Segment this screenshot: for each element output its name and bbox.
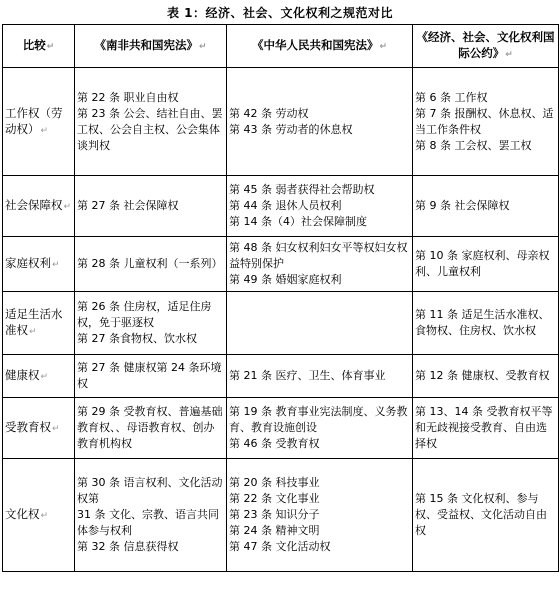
cell-line: 第 44 条 退休人员权利: [229, 199, 342, 212]
cell-south-africa: [75, 237, 227, 292]
row-label-family: 家庭权利↵: [3, 237, 75, 292]
cell-international: [413, 68, 559, 176]
cell-line: 第 9 条 社会保障权: [415, 199, 510, 212]
table-row: [3, 292, 559, 355]
cell-line: 第 43 条 劳动者的休息权: [229, 122, 353, 136]
cell-line: 第 19 条 教育事业宪法制度、义务教育、教育设施创设: [229, 405, 408, 434]
cell-china: [227, 237, 413, 292]
cell-line: 第 27 条食物权、饮水权: [77, 332, 197, 345]
cell-line: 第 28 条 儿童权利（一系列）: [77, 257, 223, 270]
cell-line: 第 14 条（4）社会保障制度: [229, 215, 367, 228]
cell-international: [413, 398, 559, 459]
cell-line: 31 条 文化、宗教、语言共同体参与权利: [77, 508, 219, 537]
header-row: [3, 25, 559, 68]
table-caption: [0, 4, 560, 21]
caption-text: 表 1：经济、社会、文化权利之规范对比: [166, 6, 394, 20]
cell-south-africa: [75, 176, 227, 237]
cell-south-africa: [75, 292, 227, 355]
cell-line: 第 11 条 适足生活水准权、食物权、住房权、饮水权: [415, 308, 550, 337]
row-label-social-security: 社会保障权↵: [3, 176, 75, 237]
cell-china: [227, 355, 413, 398]
cell-line: 第 22 条 职业自由权: [77, 90, 179, 104]
cell-line: 第 27 条 健康权第 24 条环境权: [77, 361, 222, 390]
cell-line: 第 42 条 劳动权: [229, 106, 309, 120]
cell-line: 第 27 条 社会保障权: [77, 199, 179, 212]
cell-china: [227, 176, 413, 237]
cell-line: 第 45 条 弱者获得社会帮助权: [229, 183, 375, 196]
cell-line: 第 13、14 条 受教育权平等和无歧视接受教育、自由选择权: [415, 405, 553, 450]
cell-south-africa: [75, 355, 227, 398]
cell-international: [413, 176, 559, 237]
header-international: 《经济、社会、文化权利国际公约》↵: [413, 25, 559, 68]
row-label-education: 受教育权↵: [3, 398, 75, 459]
table-row: [3, 355, 559, 398]
cell-line: 第 15 条 文化权利、参与权、受益权、文化活动自由权: [415, 492, 547, 537]
cell-line: 第 22 条 文化事业: [229, 492, 320, 505]
cell-south-africa: [75, 398, 227, 459]
cell-line: 第 7 条 报酬权、休息权、适当工作条件权: [415, 106, 554, 136]
cell-line: 第 24 条 精神文明: [229, 524, 320, 537]
header-china: 《中华人民共和国宪法》↵: [227, 25, 413, 68]
table-row: [3, 237, 559, 292]
row-label-culture: 文化权↵: [3, 459, 75, 572]
rights-comparison-table: [2, 24, 559, 572]
table-row: [3, 176, 559, 237]
cell-line: 第 46 条 受教育权: [229, 437, 320, 450]
table-row: [3, 398, 559, 459]
cell-international: [413, 292, 559, 355]
table-row: [3, 459, 559, 572]
cell-line: 第 32 条 信息获得权: [77, 540, 179, 553]
cell-line: 第 47 条 文化活动权: [229, 540, 331, 553]
cell-line: 第 6 条 工作权: [415, 90, 488, 104]
cell-international: [413, 237, 559, 292]
cell-line: 第 8 条 工会权、罢工权: [415, 138, 532, 152]
cell-china: [227, 398, 413, 459]
cell-south-africa: [75, 68, 227, 176]
cell-line: 第 21 条 医疗、卫生、体育事业: [229, 369, 386, 382]
cell-line: 第 49 条 婚姻家庭权利: [229, 273, 342, 286]
cell-international: [413, 355, 559, 398]
cell-line: 第 30 条 语言权利、文化活动权第: [77, 476, 223, 505]
cell-line: 第 48 条 妇女权利妇女平等权妇女权益特别保护: [229, 241, 408, 270]
cell-south-africa: [75, 459, 227, 572]
cell-china-empty: [227, 292, 413, 355]
cell-line: 第 29 条 受教育权、普遍基础教育权、、母语教育权、创办教育机构权: [77, 405, 223, 450]
header-compare: 比较↵: [3, 25, 75, 68]
cell-china: [227, 68, 413, 176]
row-label-living-standard: 适足生活水准权↵: [3, 292, 75, 355]
cell-line: 第 23 条 公会、结社自由、罢工权、公会自主权、公会集体谈判权: [77, 106, 223, 152]
row-label-health: 健康权↵: [3, 355, 75, 398]
cell-line: 第 20 条 科技事业: [229, 476, 320, 489]
cell-line: 第 12 条 健康权、受教育权: [415, 369, 550, 382]
cell-line: 第 23 条 知识分子: [229, 508, 320, 521]
table-row: [3, 68, 559, 176]
header-south-africa: 《南非共和国宪法》↵: [75, 25, 227, 68]
cell-international: [413, 459, 559, 572]
cell-line: 第 26 条 住房权，适足住房权，免于驱逐权: [77, 300, 212, 329]
row-label-work: 工作权（劳动权）↵: [3, 68, 75, 176]
cell-line: 第 10 条 家庭权利、母亲权利、儿童权利: [415, 249, 550, 278]
cell-china: [227, 459, 413, 572]
